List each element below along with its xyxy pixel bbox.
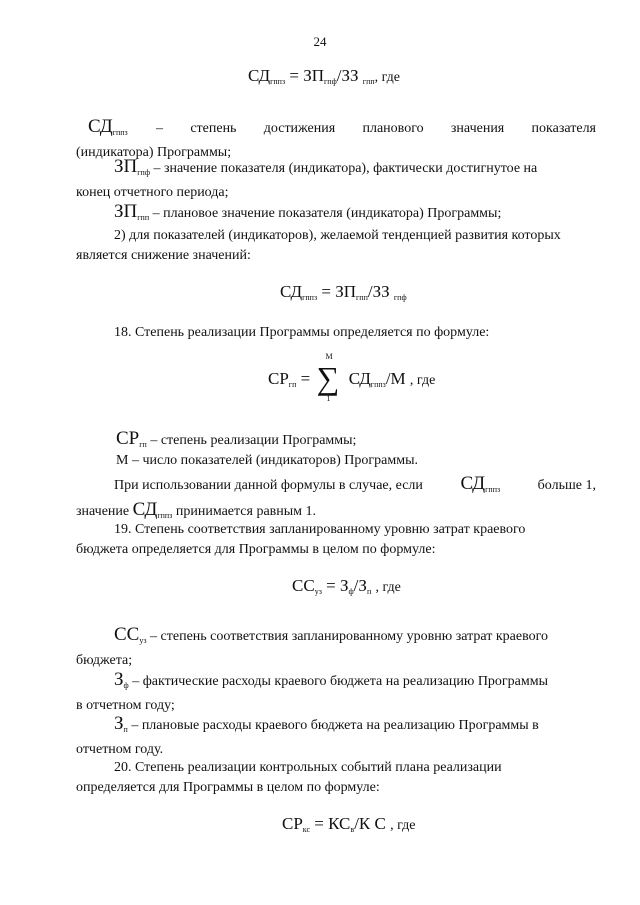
- definition-zp-gpf: $ЗП_{гпф}$ – значение показателя (индикатора), фактически достигнутое на конец отчетного периода;: [76, 156, 538, 200]
- definition-sd-gppz: $СД_{гппз}$ – степень достижения планового значения показателя (индикатора) Программы;: [76, 116, 596, 160]
- definition-z-f: $З_ф$ – фактические расходы краевого бюджета на реализацию Программы в отчетном году;: [76, 669, 549, 713]
- formula-3: $СР_{гп}$ = M ∑ 1 $СД_{гппз}/M$ , где: [268, 352, 436, 403]
- formula-4: $СС_{уз} = З_ф/З_п$ , где: [292, 576, 401, 596]
- paragraph-19: 19. Степень соответствия запланированному уровню затрат краевого бюджета определяется для Программы в целом по формуле:: [76, 522, 526, 557]
- formula-2: $СД_{гппз} = ЗП_{гпп}/ЗЗ$ $_{гпф}$: [280, 282, 407, 302]
- definition-zp-gpp: $ЗП_{гпп}$ – плановое значение показателя (индикатора) Программы;: [114, 201, 502, 222]
- definition-sr-gp: $СР_{гп}$ – степень реализации Программы;: [116, 428, 357, 449]
- paragraph-20: 20. Степень реализации контрольных событий плана реализации определяется для Программы в целом по формуле:: [76, 760, 502, 795]
- paragraph-18: 18. Степень реализации Программы определяется по формуле:: [114, 325, 490, 340]
- item-2: 2) для показателей (индикаторов), желаемой тенденцией развития которых является снижение значений:: [76, 228, 561, 263]
- symbol-sd: $СД_{гппз}$: [88, 116, 128, 137]
- sum-sign-icon: M ∑ 1: [316, 352, 340, 403]
- formula-5: $СР_{кс} = КС_в/К$ С , где: [282, 814, 416, 834]
- definition-m: М – число показателей (индикаторов) Программы.: [116, 453, 418, 468]
- formula-1: $СД_{гппз} = ЗП_{гпф}/ЗЗ$ $_{гпп}$, где: [248, 66, 401, 86]
- definition-z-p: $З_п$ – плановые расходы краевого бюджета на реализацию Программы в отчетном году.: [76, 713, 539, 757]
- note-paragraph: При использовании данной формулы в случае, если $СД_{гппз}$ больше 1, значение $СД_{гппз}$ принимается равным 1.: [76, 473, 596, 520]
- page-number: 24: [313, 34, 327, 49]
- definition-ss-uz: $СС_{уз}$ – степень соответствия запланированному уровню затрат краевого бюджета;: [76, 624, 549, 668]
